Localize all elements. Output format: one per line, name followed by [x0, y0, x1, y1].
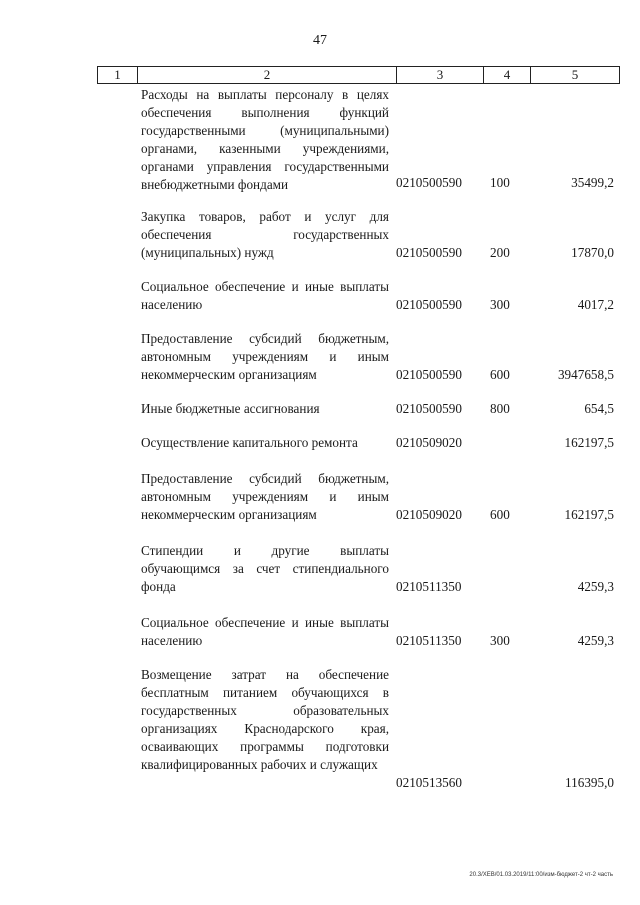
table-row — [141, 470, 614, 524]
row-description: Осуществление капитального ремонта — [141, 435, 358, 450]
row-amount: 35499,2 — [571, 175, 614, 190]
row-description: Расходы на выплаты персоналу в целях обеспечения выполнения функций государственными (муниципальными) органами, казенными учреждениями, органами управления государственными внебюджетными фондами — [141, 87, 389, 192]
row-code: 0210500590 — [396, 245, 462, 260]
table-row — [141, 400, 614, 418]
row-expense-type: 300 — [490, 633, 510, 648]
row-description: Социальное обеспечение и иные выплаты населению — [141, 279, 389, 312]
row-code: 0210513560 — [396, 775, 462, 790]
row-description: Закупка товаров, работ и услуг для обеспечения государственных (муниципальных) нужд — [141, 209, 389, 260]
table-row — [141, 86, 614, 192]
row-amount: 4259,3 — [577, 579, 614, 594]
table-row — [141, 614, 614, 650]
page-number: 47 — [313, 33, 327, 48]
table-row — [141, 666, 614, 792]
column-header-1: 1 — [98, 67, 138, 83]
row-expense-type: 300 — [490, 297, 510, 312]
row-code: 0210500590 — [396, 175, 462, 190]
column-header-5: 5 — [571, 67, 579, 82]
row-expense-type: 800 — [490, 401, 510, 416]
row-code: 0210500590 — [396, 367, 462, 382]
row-description: Иные бюджетные ассигнования — [141, 401, 320, 416]
column-header-4: 4 — [484, 67, 531, 83]
row-amount: 4017,2 — [577, 297, 614, 312]
table-row — [141, 434, 614, 452]
row-description: Возмещение затрат на обеспечение бесплатным питанием обучающихся в государственных образовательных организациях Краснодарского края, осваивающих программы подготовки квалифицированных рабочих и служащих — [141, 667, 389, 772]
row-amount: 3947658,5 — [557, 367, 614, 382]
row-code: 0210509020 — [396, 507, 462, 522]
row-expense-type: 100 — [490, 175, 510, 190]
table-header — [97, 66, 620, 84]
row-expense-type: 200 — [490, 245, 510, 260]
row-description: Стипендии и другие выплаты обучающимся за счет стипендиального фонда — [141, 543, 389, 594]
table-row — [141, 278, 614, 314]
row-code: 0210500590 — [396, 297, 462, 312]
document-footer: 20.3/XEB/01.03.2019/11:00/изм-бюджет-2 чт-2 часть — [469, 872, 613, 878]
row-amount: 17870,0 — [571, 245, 614, 260]
row-description: Социальное обеспечение и иные выплаты населению — [141, 615, 389, 648]
row-code: 0210509020 — [396, 435, 462, 450]
column-header-2: 2 — [138, 67, 397, 83]
row-amount: 654,5 — [584, 401, 614, 416]
row-expense-type: 600 — [490, 507, 510, 522]
row-code: 0210511350 — [396, 633, 462, 648]
column-header-3: 3 — [397, 67, 484, 83]
row-amount: 162197,5 — [564, 435, 614, 450]
row-expense-type: 600 — [490, 367, 510, 382]
row-code: 0210511350 — [396, 579, 462, 594]
row-amount: 116395,0 — [565, 775, 614, 790]
table-row — [141, 330, 614, 384]
row-code: 0210500590 — [396, 401, 462, 416]
table-row — [141, 208, 614, 262]
row-description: Предоставление субсидий бюджетным, автономным учреждениям и иным некоммерческим организациям — [141, 331, 389, 382]
row-description: Предоставление субсидий бюджетным, автономным учреждениям и иным некоммерческим организациям — [141, 471, 389, 522]
row-amount: 162197,5 — [564, 507, 614, 522]
row-amount: 4259,3 — [577, 633, 614, 648]
table-row — [141, 542, 614, 596]
